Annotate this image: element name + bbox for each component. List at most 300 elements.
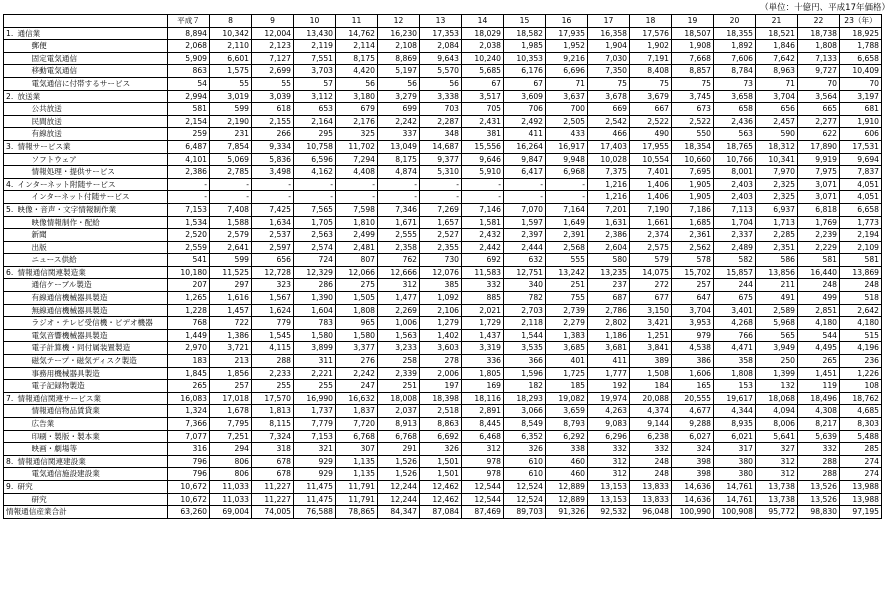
table-row [4, 355, 882, 368]
value-cell: 4,180 [840, 317, 882, 330]
value-cell: 979 [672, 329, 714, 342]
value-cell: 10,660 [672, 153, 714, 166]
value-cell: 8,913 [378, 418, 420, 431]
value-cell: 9,334 [252, 140, 294, 153]
value-cell: 3,150 [630, 304, 672, 317]
value-cell: 2,562 [672, 241, 714, 254]
value-cell: 1,534 [168, 216, 210, 229]
value-cell: 2,432 [462, 229, 504, 242]
value-cell: 98,830 [798, 506, 840, 519]
value-cell: 1,265 [168, 292, 210, 305]
row-number [4, 380, 16, 393]
value-cell: 2,699 [252, 65, 294, 78]
value-cell: 2,361 [672, 229, 714, 242]
value-cell: 541 [168, 254, 210, 267]
value-cell: 56 [420, 77, 462, 90]
value-cell: 667 [630, 103, 672, 116]
value-cell: 863 [168, 65, 210, 78]
value-cell: 18,312 [756, 140, 798, 153]
value-cell: 796 [168, 468, 210, 481]
value-cell: 1,588 [210, 216, 252, 229]
value-cell: 3,498 [252, 166, 294, 179]
row-number: 3. [4, 140, 16, 153]
value-cell: 2,574 [294, 241, 336, 254]
value-cell: 2,239 [798, 229, 840, 242]
value-cell: 582 [714, 254, 756, 267]
value-cell: 317 [714, 443, 756, 456]
table-row [4, 317, 882, 330]
value-cell: 389 [630, 355, 672, 368]
value-cell: 681 [840, 103, 882, 116]
table-row [4, 292, 882, 305]
value-cell: 1,845 [168, 367, 210, 380]
value-cell: 7,401 [630, 166, 672, 179]
value-cell: 7,190 [630, 203, 672, 216]
table-row [4, 128, 882, 141]
value-cell: 10,341 [756, 153, 798, 166]
value-cell: 10,028 [588, 153, 630, 166]
value-cell: - [378, 191, 420, 204]
value-cell: 692 [462, 254, 504, 267]
year-header: 15 [504, 15, 546, 28]
value-cell: 385 [420, 279, 462, 292]
row-label: 公共放送 [16, 103, 168, 116]
value-cell: 411 [504, 128, 546, 141]
value-cell: 579 [630, 254, 672, 267]
value-cell: 1,406 [630, 178, 672, 191]
value-cell: 248 [630, 468, 672, 481]
value-cell: 2,489 [714, 241, 756, 254]
value-cell: 16,358 [588, 27, 630, 40]
value-cell: 3,949 [756, 342, 798, 355]
value-cell: 1,324 [168, 405, 210, 418]
statistics-table [3, 14, 882, 519]
value-cell: 91,326 [546, 506, 588, 519]
value-cell: 327 [756, 443, 798, 456]
value-cell: 18,354 [672, 140, 714, 153]
value-cell: 2,006 [420, 367, 462, 380]
value-cell: 1,501 [420, 455, 462, 468]
value-cell: 259 [168, 128, 210, 141]
value-cell: 9,083 [588, 418, 630, 431]
value-cell: 460 [546, 468, 588, 481]
value-cell: 307 [336, 443, 378, 456]
row-label: ニュース供給 [16, 254, 168, 267]
row-label: 通信ケーブル製造 [16, 279, 168, 292]
value-cell: 1,581 [462, 216, 504, 229]
value-cell: 2,374 [630, 229, 672, 242]
value-cell: 6,601 [210, 52, 252, 65]
value-cell: 2,505 [546, 115, 588, 128]
row-number [4, 77, 16, 90]
value-cell: 7,795 [210, 418, 252, 431]
row-number [4, 216, 16, 229]
value-cell: 578 [672, 254, 714, 267]
value-cell: 2,970 [168, 342, 210, 355]
value-cell: 1,226 [840, 367, 882, 380]
value-cell: 10,554 [630, 153, 672, 166]
row-number [4, 254, 16, 267]
value-cell: 67 [504, 77, 546, 90]
value-cell: 4,344 [714, 405, 756, 418]
value-cell: 18,521 [756, 27, 798, 40]
value-cell: 6,417 [504, 166, 546, 179]
value-cell: 9,288 [672, 418, 714, 431]
value-cell: 12,544 [462, 480, 504, 493]
value-cell: 16,917 [546, 140, 588, 153]
table-row [4, 65, 882, 78]
value-cell: 1,810 [336, 216, 378, 229]
value-cell: 1,910 [840, 115, 882, 128]
value-cell: 7,113 [714, 203, 756, 216]
value-cell: 2,739 [546, 304, 588, 317]
value-cell: 2,597 [252, 241, 294, 254]
value-cell: 9,216 [546, 52, 588, 65]
table-row [4, 455, 882, 468]
row-label: 印刷・製版・製本業 [16, 430, 168, 443]
value-cell: 3,745 [672, 90, 714, 103]
value-cell: 312 [588, 468, 630, 481]
value-cell: - [252, 191, 294, 204]
value-cell: 258 [378, 355, 420, 368]
value-cell: 677 [630, 292, 672, 305]
value-cell: 1,649 [546, 216, 588, 229]
value-cell: 78,865 [336, 506, 378, 519]
value-cell: 12,544 [462, 493, 504, 506]
value-cell: 1,606 [672, 367, 714, 380]
value-cell: - [294, 178, 336, 191]
value-cell: - [378, 178, 420, 191]
value-cell: 2,994 [168, 90, 210, 103]
value-cell: 275 [336, 279, 378, 292]
value-cell: 2,559 [168, 241, 210, 254]
table-row [4, 506, 882, 519]
value-cell: 490 [630, 128, 672, 141]
value-cell: 18,398 [420, 392, 462, 405]
value-cell: 274 [840, 468, 882, 481]
value-cell: 3,180 [336, 90, 378, 103]
value-cell: 2,110 [210, 40, 252, 53]
value-cell: 1,501 [420, 468, 462, 481]
year-header: 17 [588, 15, 630, 28]
value-cell: 7,201 [588, 203, 630, 216]
value-cell: 318 [252, 443, 294, 456]
value-cell: - [504, 178, 546, 191]
row-number [4, 279, 16, 292]
value-cell: 11,227 [252, 493, 294, 506]
row-number [4, 128, 16, 141]
value-cell: 67 [462, 77, 504, 90]
value-cell: 2,154 [168, 115, 210, 128]
value-cell: 2,221 [294, 367, 336, 380]
value-cell: 18,765 [714, 140, 756, 153]
value-cell: 6,658 [840, 203, 882, 216]
row-number: 2. [4, 90, 16, 103]
value-cell: 18,293 [504, 392, 546, 405]
row-label: 情報サービス業 [16, 140, 168, 153]
row-number [4, 65, 16, 78]
row-number [4, 292, 16, 305]
value-cell: 386 [672, 355, 714, 368]
value-cell: 8,006 [756, 418, 798, 431]
value-cell: 323 [252, 279, 294, 292]
value-cell: 255 [252, 380, 294, 393]
value-cell: 8,935 [714, 418, 756, 431]
value-cell: 3,721 [210, 342, 252, 355]
table-row [4, 241, 882, 254]
value-cell: 699 [378, 103, 420, 116]
value-cell: 119 [798, 380, 840, 393]
value-cell: 265 [168, 380, 210, 393]
value-cell: 1,006 [378, 317, 420, 330]
value-cell: 673 [672, 103, 714, 116]
value-cell: 18,762 [840, 392, 882, 405]
value-cell: 2,579 [210, 229, 252, 242]
value-cell: 7,153 [294, 430, 336, 443]
table-row [4, 266, 882, 279]
value-cell: 599 [210, 103, 252, 116]
value-cell: 8,303 [840, 418, 882, 431]
value-cell: 2,492 [504, 115, 546, 128]
value-cell: 4,051 [840, 178, 882, 191]
value-cell: 1,406 [630, 191, 672, 204]
value-cell: 3,233 [378, 342, 420, 355]
value-cell: 18,068 [756, 392, 798, 405]
value-cell: 248 [840, 279, 882, 292]
value-cell: 13,738 [756, 480, 798, 493]
value-cell: 1,186 [588, 329, 630, 342]
row-number [4, 468, 16, 481]
value-cell: 2,114 [336, 40, 378, 53]
value-cell: 2,575 [630, 241, 672, 254]
value-cell: 272 [630, 279, 672, 292]
value-cell: 18,496 [798, 392, 840, 405]
value-cell: 6,692 [420, 430, 462, 443]
table-row [4, 52, 882, 65]
year-header: 9 [252, 15, 294, 28]
value-cell: 231 [210, 128, 252, 141]
value-cell: 7,164 [546, 203, 588, 216]
value-cell: 3,953 [672, 317, 714, 330]
value-cell: 10,240 [462, 52, 504, 65]
row-label: 映画・劇場等 [16, 443, 168, 456]
value-cell: 288 [252, 355, 294, 368]
value-cell: 581 [840, 254, 882, 267]
value-cell: 1,580 [294, 329, 336, 342]
row-label: 移動電気通信 [16, 65, 168, 78]
value-cell: 96,048 [630, 506, 672, 519]
value-cell: 2,038 [462, 40, 504, 53]
value-cell: 7,191 [630, 52, 672, 65]
value-cell: 2,233 [252, 367, 294, 380]
value-cell: 4,263 [588, 405, 630, 418]
row-number: 7. [4, 392, 16, 405]
unit-note: （単位：十億円、平成17年価格） [760, 3, 890, 13]
row-label: 研究 [16, 493, 168, 506]
row-label: 情報通信関連サービス業 [16, 392, 168, 405]
row-number [4, 493, 16, 506]
row-label: インターネット付随サービス [16, 191, 168, 204]
value-cell: 10,672 [168, 480, 210, 493]
row-label: 有線放送 [16, 128, 168, 141]
value-cell: 332 [630, 443, 672, 456]
value-cell: 632 [504, 254, 546, 267]
value-cell: 7,551 [294, 52, 336, 65]
value-cell: 2,339 [378, 367, 420, 380]
value-cell: 76,588 [294, 506, 336, 519]
value-cell: 1,390 [294, 292, 336, 305]
year-header: 23（年） [840, 15, 882, 28]
value-cell: 2,542 [588, 115, 630, 128]
value-cell: 653 [294, 103, 336, 116]
value-cell: 87,469 [462, 506, 504, 519]
value-cell: 286 [294, 279, 336, 292]
value-cell: 1,216 [588, 178, 630, 191]
value-cell: 132 [756, 380, 798, 393]
value-cell: 348 [420, 128, 462, 141]
value-cell: 70 [840, 77, 882, 90]
value-cell: 8,115 [252, 418, 294, 431]
value-cell: 12,244 [378, 480, 420, 493]
row-label: 電子計算機・同付属装置製造 [16, 342, 168, 355]
value-cell: 586 [756, 254, 798, 267]
value-cell: 247 [336, 380, 378, 393]
value-cell: 15,556 [462, 140, 504, 153]
table-row [4, 27, 882, 40]
value-cell: 10,180 [168, 266, 210, 279]
value-cell: 17,018 [210, 392, 252, 405]
value-cell: 1,092 [420, 292, 462, 305]
value-cell: 2,287 [420, 115, 462, 128]
value-cell: 1,634 [252, 216, 294, 229]
value-cell: 1,905 [672, 178, 714, 191]
row-number [4, 304, 16, 317]
value-cell: 2,108 [378, 40, 420, 53]
value-cell: 9,948 [546, 153, 588, 166]
table-row [4, 380, 882, 393]
row-number [4, 52, 16, 65]
value-cell: 1,580 [336, 329, 378, 342]
value-cell: 19,974 [588, 392, 630, 405]
value-cell: 2,537 [252, 229, 294, 242]
header-label-blank [16, 15, 168, 28]
value-cell: 2,527 [420, 229, 462, 242]
value-cell: 7,366 [168, 418, 210, 431]
value-cell: 722 [210, 317, 252, 330]
value-cell: 17,576 [630, 27, 672, 40]
value-cell: 656 [756, 103, 798, 116]
value-cell: 1,596 [504, 367, 546, 380]
table-row [4, 405, 882, 418]
row-label: 出版 [16, 241, 168, 254]
value-cell: 3,071 [798, 178, 840, 191]
value-cell: 55 [252, 77, 294, 90]
value-cell: 2,522 [630, 115, 672, 128]
value-cell: 7,408 [210, 203, 252, 216]
value-cell: 13,869 [840, 266, 882, 279]
value-cell: 6,352 [504, 430, 546, 443]
value-cell: 14,687 [420, 140, 462, 153]
value-cell: 12,666 [378, 266, 420, 279]
value-cell: - [294, 191, 336, 204]
value-cell: 2,084 [420, 40, 462, 53]
value-cell: 5,310 [420, 166, 462, 179]
value-cell: 7,695 [672, 166, 714, 179]
value-cell: 266 [252, 128, 294, 141]
value-cell: 16,230 [378, 27, 420, 40]
row-number [4, 166, 16, 179]
value-cell: 14,075 [630, 266, 672, 279]
value-cell: 4,420 [336, 65, 378, 78]
table-row [4, 468, 882, 481]
table-row [4, 90, 882, 103]
value-cell: 108 [840, 380, 882, 393]
value-cell: 7,153 [168, 203, 210, 216]
value-cell: 3,421 [630, 317, 672, 330]
value-cell: 13,856 [756, 266, 798, 279]
value-cell: 8,175 [378, 153, 420, 166]
table-row [4, 443, 882, 456]
value-cell: 1,449 [168, 329, 210, 342]
value-cell: 340 [504, 279, 546, 292]
value-cell: 12,524 [504, 480, 546, 493]
value-cell: 783 [294, 317, 336, 330]
row-number [4, 443, 16, 456]
value-cell: 700 [546, 103, 588, 116]
value-cell: 1,856 [210, 367, 252, 380]
value-cell: 295 [294, 128, 336, 141]
value-cell: 6,296 [588, 430, 630, 443]
value-cell: 3,377 [336, 342, 378, 355]
value-cell: 8,963 [756, 65, 798, 78]
value-cell: 3,564 [798, 90, 840, 103]
value-cell: 2,641 [210, 241, 252, 254]
value-cell: 1,228 [168, 304, 210, 317]
value-cell: 13,526 [798, 480, 840, 493]
row-number [4, 342, 16, 355]
value-cell: 8,408 [630, 65, 672, 78]
value-cell: - [336, 191, 378, 204]
value-cell: 9,727 [798, 65, 840, 78]
value-cell: 18,507 [672, 27, 714, 40]
value-cell: 544 [798, 329, 840, 342]
value-cell: 20,088 [630, 392, 672, 405]
year-header: 22 [798, 15, 840, 28]
value-cell: 1,678 [210, 405, 252, 418]
value-cell: 2,194 [840, 229, 882, 242]
value-cell: 1,135 [336, 468, 378, 481]
row-number: 9. [4, 480, 16, 493]
value-cell: 14,636 [672, 493, 714, 506]
row-label: 事務用機械器具製造 [16, 367, 168, 380]
value-cell: - [546, 178, 588, 191]
value-cell: 1,631 [588, 216, 630, 229]
value-cell: 13,833 [630, 480, 672, 493]
value-cell: 622 [798, 128, 840, 141]
value-cell: 325 [336, 128, 378, 141]
value-cell: 7,324 [252, 430, 294, 443]
year-header: 平成７ [168, 15, 210, 28]
value-cell: 17,955 [630, 140, 672, 153]
value-cell: 1,386 [210, 329, 252, 342]
value-cell: 75 [588, 77, 630, 90]
value-cell: 1,902 [630, 40, 672, 53]
value-cell: 7,854 [210, 140, 252, 153]
row-number [4, 418, 16, 431]
value-cell: 5,836 [252, 153, 294, 166]
value-cell: 1,505 [336, 292, 378, 305]
value-cell: 11,033 [210, 480, 252, 493]
